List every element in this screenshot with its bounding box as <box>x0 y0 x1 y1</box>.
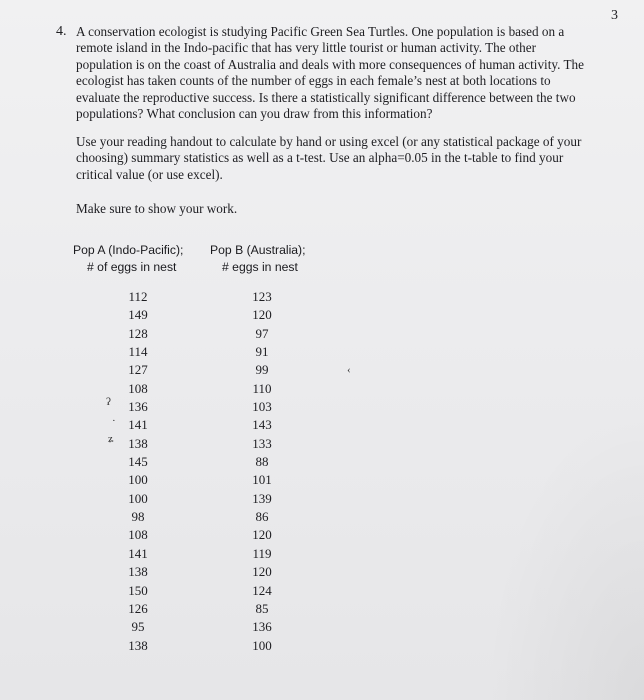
pop-b-values <box>240 288 284 655</box>
pop-a-value: 145 <box>128 454 148 470</box>
pop-b-value: 88 <box>255 454 269 470</box>
pop-a-header-line2: # of eggs in nest <box>87 260 177 274</box>
pop-a-value: 138 <box>128 637 148 653</box>
pop-a-value: 100 <box>128 472 148 488</box>
pop-a-value: 138 <box>128 435 148 451</box>
pop-a-header <box>73 242 183 276</box>
pop-b-value: 85 <box>255 600 269 616</box>
pop-a-value: 149 <box>128 307 148 323</box>
question-text: A conservation ecologist is studying Pacific Green Sea Turtles. One population is based on a remote island in the Indo-pacific that has very little tourist or human activity. The other population is on the coast of Australia and deals with more consequences of human activity. The ecologist has taken counts of the number of eggs in each female’s nest at both locations to evaluate the reproductive success. Is there a statistically significant difference between the two populations? What conclusion can you draw from this information? <box>76 24 584 122</box>
pop-a-value: 128 <box>128 325 148 341</box>
pop-a-value: 126 <box>128 600 148 616</box>
pop-a-value: 95 <box>131 619 145 635</box>
pop-a-value: 114 <box>128 344 148 360</box>
stray-mark-icon: ‹ <box>347 364 351 376</box>
pop-a-values <box>118 288 158 655</box>
pop-b-value: 103 <box>252 399 272 415</box>
page-shadow <box>484 400 644 700</box>
pop-b-value: 97 <box>255 325 269 341</box>
pop-a-value: 136 <box>128 399 148 415</box>
pop-b-value: 91 <box>255 344 269 360</box>
pop-a-header-line1: Pop A (Indo-Pacific); <box>73 243 184 257</box>
pop-b-header-line2: # eggs in nest <box>222 260 298 274</box>
pop-b-value: 124 <box>252 582 272 598</box>
pop-b-value: 119 <box>252 545 272 561</box>
pop-a-value: 141 <box>128 545 148 561</box>
pop-a-value: 108 <box>128 380 148 396</box>
pop-a-value: 150 <box>128 582 148 598</box>
pop-b-header <box>210 242 306 276</box>
pop-b-header-line1: Pop B (Australia); <box>210 243 306 257</box>
page-number: 3 <box>611 8 618 23</box>
pop-b-value: 133 <box>252 435 272 451</box>
pop-a-value: 141 <box>128 417 148 433</box>
pen-mark-icon: ʑ <box>108 433 114 445</box>
pop-a-value: 138 <box>128 564 148 580</box>
pop-a-value: 100 <box>128 490 148 506</box>
pop-b-value: 100 <box>252 637 272 653</box>
pop-b-value: 99 <box>255 362 269 378</box>
pen-dot-icon: · <box>112 415 116 427</box>
pop-b-value: 101 <box>252 472 272 488</box>
pop-b-value: 136 <box>252 619 272 635</box>
pop-a-value: 108 <box>128 527 148 543</box>
work-note: Make sure to show your work. <box>76 201 238 216</box>
pop-b-value: 86 <box>255 509 269 525</box>
pop-a-value: 127 <box>128 362 148 378</box>
pop-b-value: 120 <box>252 527 272 543</box>
pop-b-value: 143 <box>252 417 272 433</box>
pop-b-value: 123 <box>252 289 272 304</box>
pop-a-value: 112 <box>128 289 148 304</box>
pop-b-value: 139 <box>252 490 272 506</box>
pop-b-value: 120 <box>252 307 272 323</box>
pop-a-value: 98 <box>131 509 145 525</box>
pen-mark-icon: ʔ <box>106 396 111 408</box>
question-number: 4. <box>56 24 67 39</box>
pop-b-value: 120 <box>252 564 272 580</box>
pop-b-value: 110 <box>252 380 272 396</box>
instructions-text: Use your reading handout to calculate by hand or using excel (or any statistical package of your choosing) summary statistics as well as a t-test. Use an alpha=0.05 in the t-table to find your critical value (or use excel). <box>76 134 582 182</box>
